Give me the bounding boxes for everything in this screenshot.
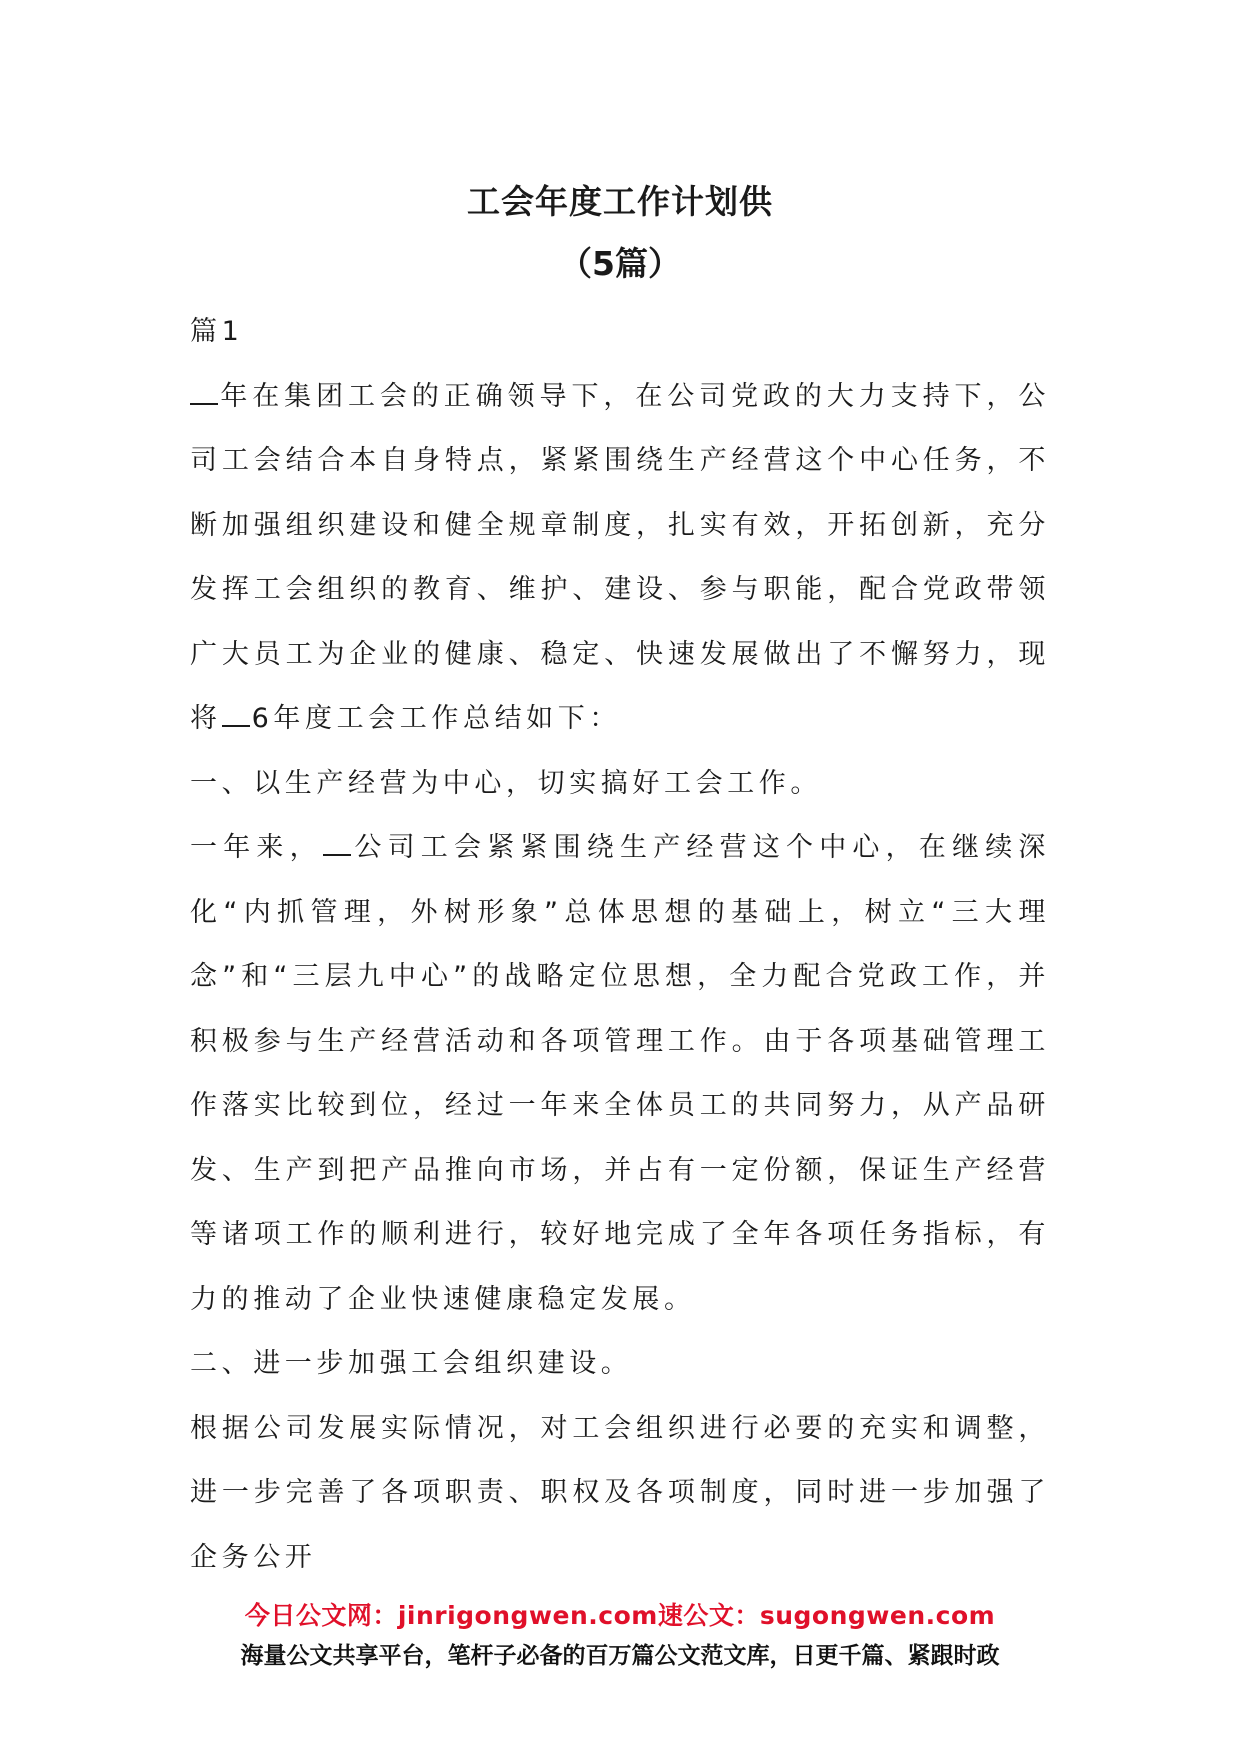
paragraph-2-text: 公司工会紧紧围绕生产经营这个中心，在继续深化“内抓管理，外树形象”总体思想的基础上，树立“三大理念”和“三层九中心”的战略定位思想，全力配合党政工作，并积极参与生产经营活动和各项管理工作。由于各项基础管理工作落实比较到位，经过一年来全体员工的共同努力，从产品研发、生产到把产品推向市场，并占有一定份额，保证生产经营等诸项工作的顺利进行，较好地完成了全年各项任务指标，有力的推动了企业快速健康稳定发展。 — [190, 832, 1050, 1315]
paragraph-1-text-after: 6年度工会工作总结如下： — [251, 703, 621, 734]
paragraph-1-text: 年在集团工会的正确领导下，在公司党政的大力支持下，公司工会结合本自身特点，紧紧围绕生产经营这个中心任务，不断加强组织建设和健全规章制度，扎实有效，开拓创新，充分发挥工会组织的教育、维护、建设、参与职能，配合党政带领广大员工为企业的健康、稳定、快速发展做出了不懈努力，现将 — [190, 380, 1050, 734]
document-body — [190, 300, 1050, 1590]
site1-name: 今日公文网： — [244, 1601, 398, 1630]
site2-url[interactable]: sugongwen.com — [759, 1601, 996, 1630]
blank-underline — [323, 832, 351, 856]
paragraph-2 — [190, 816, 1050, 1332]
site1-url[interactable]: jinrigongwen.com — [397, 1601, 658, 1630]
document-subtitle: （5篇） — [559, 244, 681, 283]
paragraph-2-text-before: 一年来， — [190, 832, 323, 863]
site2-name: 速公文： — [657, 1601, 760, 1630]
heading-1: 一、以生产经营为中心，切实搞好工会工作。 — [190, 767, 822, 799]
blank-underline — [190, 381, 218, 405]
section-label: 篇1 — [190, 316, 244, 347]
paragraph-1 — [190, 365, 1050, 752]
footer-banner — [0, 1598, 1240, 1676]
document-title: 工会年度工作计划供 — [467, 182, 773, 221]
footer-sites — [0, 1598, 1240, 1634]
heading-2: 二、进一步加强工会组织建设。 — [190, 1348, 633, 1379]
blank-underline — [222, 703, 250, 727]
paragraph-3: 根据公司发展实际情况，对工会组织进行必要的充实和调整，进一步完善了各项职责、职权及各项制度，同时进一步加强了企务公开 — [190, 1412, 1050, 1573]
footer-slogan: 海量公文共享平台，笔杆子必备的百万篇公文范文库，日更千篇、紧跟时政 — [240, 1643, 1000, 1669]
